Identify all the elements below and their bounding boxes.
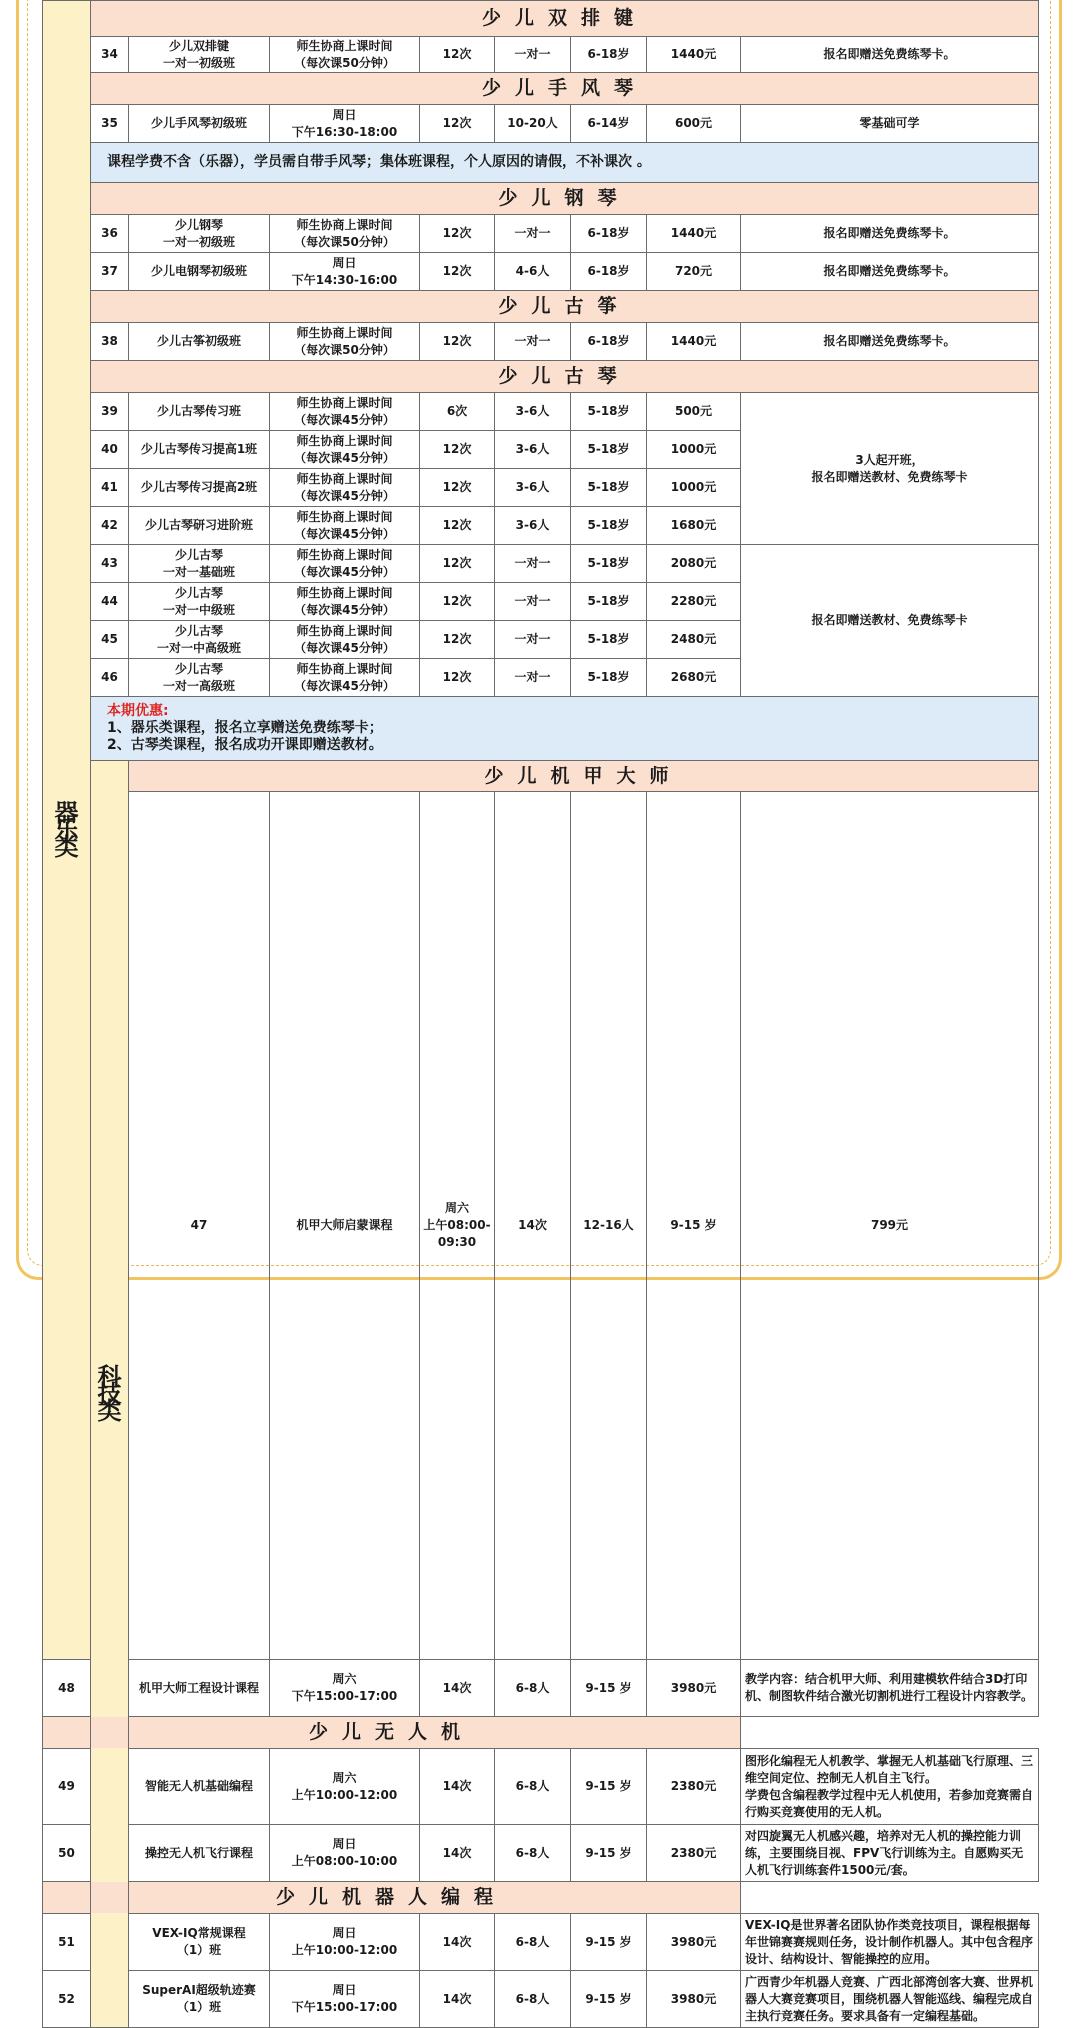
promo-item: 2、古琴类课程，报名成功开课即赠送教材。 [107,737,383,753]
sessions: 14次 [420,1971,495,2028]
class-size: 6-8人 [495,1914,571,1971]
class-time: 周日 下午14:30-16:00 [270,253,420,291]
table-row [43,792,1039,1660]
sessions: 14次 [420,1825,495,1882]
row-no: 37 [91,253,129,291]
class-time: 周日 下午16:30-18:00 [270,105,420,143]
class-time: 师生协商上课时间 （每次课45分钟） [270,431,420,469]
row-no: 49 [43,1749,91,1825]
remark: 零基础可学 [741,105,1039,143]
course-name: 机甲大师工程设计课程 [129,1660,270,1717]
class-size: 一对一 [495,621,571,659]
age-range: 9-15 岁 [571,1825,647,1882]
remark: 报名即赠送免费练琴卡。 [741,215,1039,253]
section-robot: 少儿机器人编程 [43,1882,741,1914]
course-table [42,0,1039,2028]
age-range: 9-15 岁 [647,792,741,1660]
sessions: 12次 [420,583,495,621]
table-row [43,323,1039,361]
price: 600元 [647,105,741,143]
course-name: SuperAI超级轨迹赛 （1）班 [129,1971,270,2028]
class-time: 师生协商上课时间 （每次课45分钟） [270,507,420,545]
sessions: 14次 [420,1914,495,1971]
course-name: 机甲大师启蒙课程 [270,792,420,1660]
price: 2280元 [647,583,741,621]
age-range: 5-18岁 [571,469,647,507]
sessions: 12次 [420,659,495,697]
remark-guqin-group: 3人起开班， 报名即赠送教材、免费练琴卡 [741,393,1039,545]
course-name: 少儿双排键 一对一初级班 [129,37,270,73]
sessions: 12次 [420,215,495,253]
table-row [43,1971,1039,2028]
remark-guqin-one: 报名即赠送教材、免费练琴卡 [741,545,1039,697]
class-size: 6-8人 [495,1749,571,1825]
category-tech: 科 技 类 [91,761,129,2028]
section-accordion: 少儿手风琴 [91,73,1039,105]
class-size: 一对一 [495,215,571,253]
age-range: 5-18岁 [571,507,647,545]
age-range: 6-18岁 [571,253,647,291]
remark: 教学内容：结合机甲大师、利用建模软件结合3D打印机、制图软件结合激光切割机进行工程设计内容教学。 [741,1660,1039,1717]
price: 1440元 [647,215,741,253]
class-time: 周六 上午08:00-09:30 [420,792,495,1660]
course-name: 少儿古琴 一对一基础班 [129,545,270,583]
class-size: 3-6人 [495,507,571,545]
course-name: 少儿古琴 一对一高级班 [129,659,270,697]
category-instrument: 器 乐 类 [43,1,91,1660]
age-range: 9-15 岁 [571,1749,647,1825]
age-range: 9-15 岁 [571,1971,647,2028]
remark: VEX-IQ是世界著名团队协作类竞技项目，课程根据每年世锦赛赛规则任务，设计制作机器人。其中包含程序设计、结构设计、智能操控的应用。 [741,1914,1039,1971]
section-accordion-double: 少儿双排键 [91,1,1039,37]
remark: 对四旋翼无人机感兴趣，培养对无人机的操控能力训练，主要围绕目视、FPV飞行训练为主。自愿购买无人机飞行训练套件1500元/套。 [741,1825,1039,1882]
table-row [43,1749,1039,1825]
table-row [43,545,1039,583]
age-range: 9-15 岁 [571,1914,647,1971]
row-no: 48 [43,1660,91,1717]
age-range: 6-18岁 [571,37,647,73]
row-no: 50 [43,1825,91,1882]
class-size: 6-8人 [495,1825,571,1882]
row-no: 45 [91,621,129,659]
course-name: 少儿古琴 一对一中级班 [129,583,270,621]
sessions: 12次 [420,545,495,583]
price: 2380元 [647,1749,741,1825]
price: 2380元 [647,1825,741,1882]
price: 2680元 [647,659,741,697]
age-range: 6-18岁 [571,323,647,361]
class-time: 师生协商上课时间 （每次课45分钟） [270,545,420,583]
class-time: 师生协商上课时间 （每次课50分钟） [270,215,420,253]
row-no: 34 [91,37,129,73]
class-time: 师生协商上课时间 （每次课45分钟） [270,583,420,621]
row-no: 43 [91,545,129,583]
sessions: 14次 [420,1660,495,1717]
sessions: 6次 [420,393,495,431]
class-size: 一对一 [495,659,571,697]
row-no: 35 [91,105,129,143]
sessions: 12次 [420,431,495,469]
class-time: 周六 上午10:00-12:00 [270,1749,420,1825]
row-no: 42 [91,507,129,545]
table-row [43,105,1039,143]
price: 2080元 [647,545,741,583]
row-no: 40 [91,431,129,469]
price: 2480元 [647,621,741,659]
class-size: 3-6人 [495,469,571,507]
price: 3980元 [647,1660,741,1717]
row-no: 36 [91,215,129,253]
course-name: 少儿古琴研习进阶班 [129,507,270,545]
class-time: 周六 下午15:00-17:00 [270,1660,420,1717]
class-time: 周日 上午08:00-10:00 [270,1825,420,1882]
course-name: 少儿钢琴 一对一初级班 [129,215,270,253]
course-name: 少儿古筝初级班 [129,323,270,361]
row-no: 39 [91,393,129,431]
sessions: 12次 [420,37,495,73]
age-range: 5-18岁 [571,431,647,469]
class-time: 师生协商上课时间 （每次课50分钟） [270,323,420,361]
age-range: 9-15 岁 [571,1660,647,1717]
table-row [43,253,1039,291]
remark: 报名即赠送免费练琴卡。 [741,323,1039,361]
section-piano: 少儿钢琴 [91,183,1039,215]
price: 1440元 [647,323,741,361]
class-time: 师生协商上课时间 （每次课45分钟） [270,469,420,507]
class-size: 一对一 [495,583,571,621]
promo-note [91,697,1039,761]
section-guzheng: 少儿古筝 [91,291,1039,323]
price: 799元 [741,792,1039,1660]
course-name: 少儿古琴传习提高1班 [129,431,270,469]
class-time: 师生协商上课时间 （每次课50分钟） [270,37,420,73]
class-size: 4-6人 [495,253,571,291]
promo-title: 本期优惠: [107,703,169,719]
table-row [43,215,1039,253]
class-size: 10-20人 [495,105,571,143]
row-no: 44 [91,583,129,621]
class-size: 3-6人 [495,431,571,469]
class-size: 一对一 [495,37,571,73]
sessions: 12次 [420,507,495,545]
course-name: VEX-IQ常规课程 （1）班 [129,1914,270,1971]
price: 3980元 [647,1971,741,2028]
row-no: 46 [91,659,129,697]
price: 3980元 [647,1914,741,1971]
accordion-note: 课程学费不含（乐器），学员需自带手风琴；集体班课程，个人原因的请假，不补课次 。 [91,143,1039,183]
class-size: 一对一 [495,323,571,361]
sessions: 12次 [420,469,495,507]
class-time: 师生协商上课时间 （每次课45分钟） [270,659,420,697]
row-no: 52 [43,1971,91,2028]
sessions: 14次 [495,792,571,1660]
course-name: 少儿电钢琴初级班 [129,253,270,291]
course-name: 少儿手风琴初级班 [129,105,270,143]
price: 1680元 [647,507,741,545]
age-range: 6-14岁 [571,105,647,143]
row-no: 51 [43,1914,91,1971]
course-name: 智能无人机基础编程 [129,1749,270,1825]
price: 720元 [647,253,741,291]
age-range: 5-18岁 [571,659,647,697]
class-time: 师生协商上课时间 （每次课45分钟） [270,621,420,659]
table-row [43,1660,1039,1717]
remark: 图形化编程无人机教学、掌握无人机基础飞行原理、三维空间定位、控制无人机自主飞行。 学费包含编程教学过程中无人机使用，若参加竞赛需自行购买竞赛使用的无人机。 [741,1749,1039,1825]
row-no: 41 [91,469,129,507]
sessions: 12次 [420,105,495,143]
course-name: 少儿古琴 一对一中高级班 [129,621,270,659]
remark: 报名即赠送免费练琴卡。 [741,37,1039,73]
price: 1000元 [647,431,741,469]
section-drone: 少儿无人机 [43,1717,741,1749]
row-no: 47 [129,792,270,1660]
class-time: 师生协商上课时间 （每次课45分钟） [270,393,420,431]
section-robomaster: 少儿机甲大师 [129,761,1039,792]
age-range: 5-18岁 [571,545,647,583]
age-range: 6-18岁 [571,215,647,253]
class-size: 3-6人 [495,393,571,431]
course-name: 少儿古琴传习班 [129,393,270,431]
class-size: 6-8人 [495,1971,571,2028]
table-row [43,393,1039,431]
price: 1440元 [647,37,741,73]
section-guqin: 少儿古琴 [91,361,1039,393]
table-row [43,1914,1039,1971]
sessions: 12次 [420,621,495,659]
table-row [43,37,1039,73]
age-range: 5-18岁 [571,583,647,621]
course-name: 操控无人机飞行课程 [129,1825,270,1882]
class-size: 12-16人 [571,792,647,1660]
remark: 报名即赠送免费练琴卡。 [741,253,1039,291]
age-range: 5-18岁 [571,621,647,659]
sessions: 14次 [420,1749,495,1825]
age-range: 5-18岁 [571,393,647,431]
sessions: 12次 [420,323,495,361]
row-no: 38 [91,323,129,361]
class-size: 6-8人 [495,1660,571,1717]
table-row [43,1825,1039,1882]
class-time: 周日 上午10:00-12:00 [270,1914,420,1971]
class-time: 周日 下午15:00-17:00 [270,1971,420,2028]
price: 1000元 [647,469,741,507]
price: 500元 [647,393,741,431]
course-name: 少儿古琴传习提高2班 [129,469,270,507]
remark: 广西青少年机器人竞赛、广西北部湾创客大赛、世界机器人大赛竞赛项目，围绕机器人智能巡线、编程完成自主执行竞赛任务。要求具备有一定编程基础。 [741,1971,1039,2028]
promo-item: 1、器乐类课程，报名立享赠送免费练琴卡； [107,720,383,736]
sessions: 12次 [420,253,495,291]
class-size: 一对一 [495,545,571,583]
